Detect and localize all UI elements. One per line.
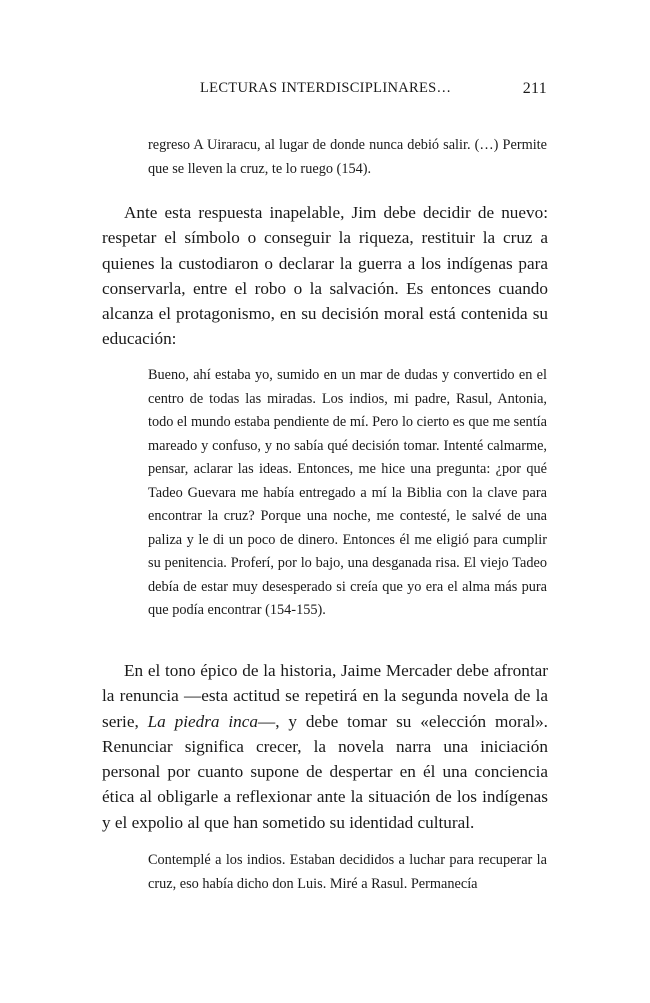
page-number: 211 xyxy=(522,80,547,97)
block-quote-2: Bueno, ahí estaba yo, sumido en un mar de dudas y convertido en el centro de todas las miradas. Los indios, mi padre, Rasul, Antonia, todo el mundo estaba pendiente de mí. Pero lo cierto es que me sentía mareado y confuso, y no sabía qué decisión tomar. Intenté calmarme, pensar, aclarar las ideas. Entonces, me hice una pregunta: ¿por qué Tadeo Guevara me había entregado a mí la Biblia con la clave para encontrar la cruz? Porque una noche, me contesté, le salvé de una paliza y le di un poco de dinero. Entonces él me eligió para cumplir su penitencia. Proferí, por lo bajo, una desganada risa. El viejo Tadeo debía de estar muy desesperado si creía que yo era el alma más pura que podía encontrar (154-155). xyxy=(148,367,547,618)
book-title: La piedra inca xyxy=(147,711,258,731)
paragraph-2 xyxy=(102,658,548,835)
paragraph-2-text-after: —, y debe tomar su «elección moral». Renunciar significa crecer, la novela narra una iniciación personal por cuanto supone de despertar en él una conciencia ética al obligarle a reflexionar ante la situación de los indígenas y el expolio al que han sometido su identidad cultural. xyxy=(102,711,548,832)
paragraph-1: Ante esta respuesta inapelable, Jim debe decidir de nuevo: respetar el símbolo o conseguir la riqueza, restituir la cruz a quienes la custodiaron o declarar la guerra a los indígenas para conservarla, entre el robo o la salvación. Es entonces cuando alcanza el protagonismo, en su decisión moral está contenida su educación: xyxy=(102,203,548,349)
page-header xyxy=(100,80,547,102)
block-quote-3: Contemplé a los indios. Estaban decididos a luchar para recuperar la cruz, eso había dicho don Luis. Miré a Rasul. Permanecía xyxy=(148,852,547,892)
paragraph-2-text-before: En el tono épico de la historia, Jaime Mercader debe afrontar la renuncia —esta actitud se repetirá en la segunda novela de la serie, xyxy=(102,661,548,731)
block-quote-1: regreso A Uiraracu, al lugar de donde nunca debió salir. (…) Permite que se lleven la cruz, te lo ruego (154). xyxy=(148,137,547,177)
running-title: LECTURAS INTERDISCIPLINARES… xyxy=(200,80,452,96)
